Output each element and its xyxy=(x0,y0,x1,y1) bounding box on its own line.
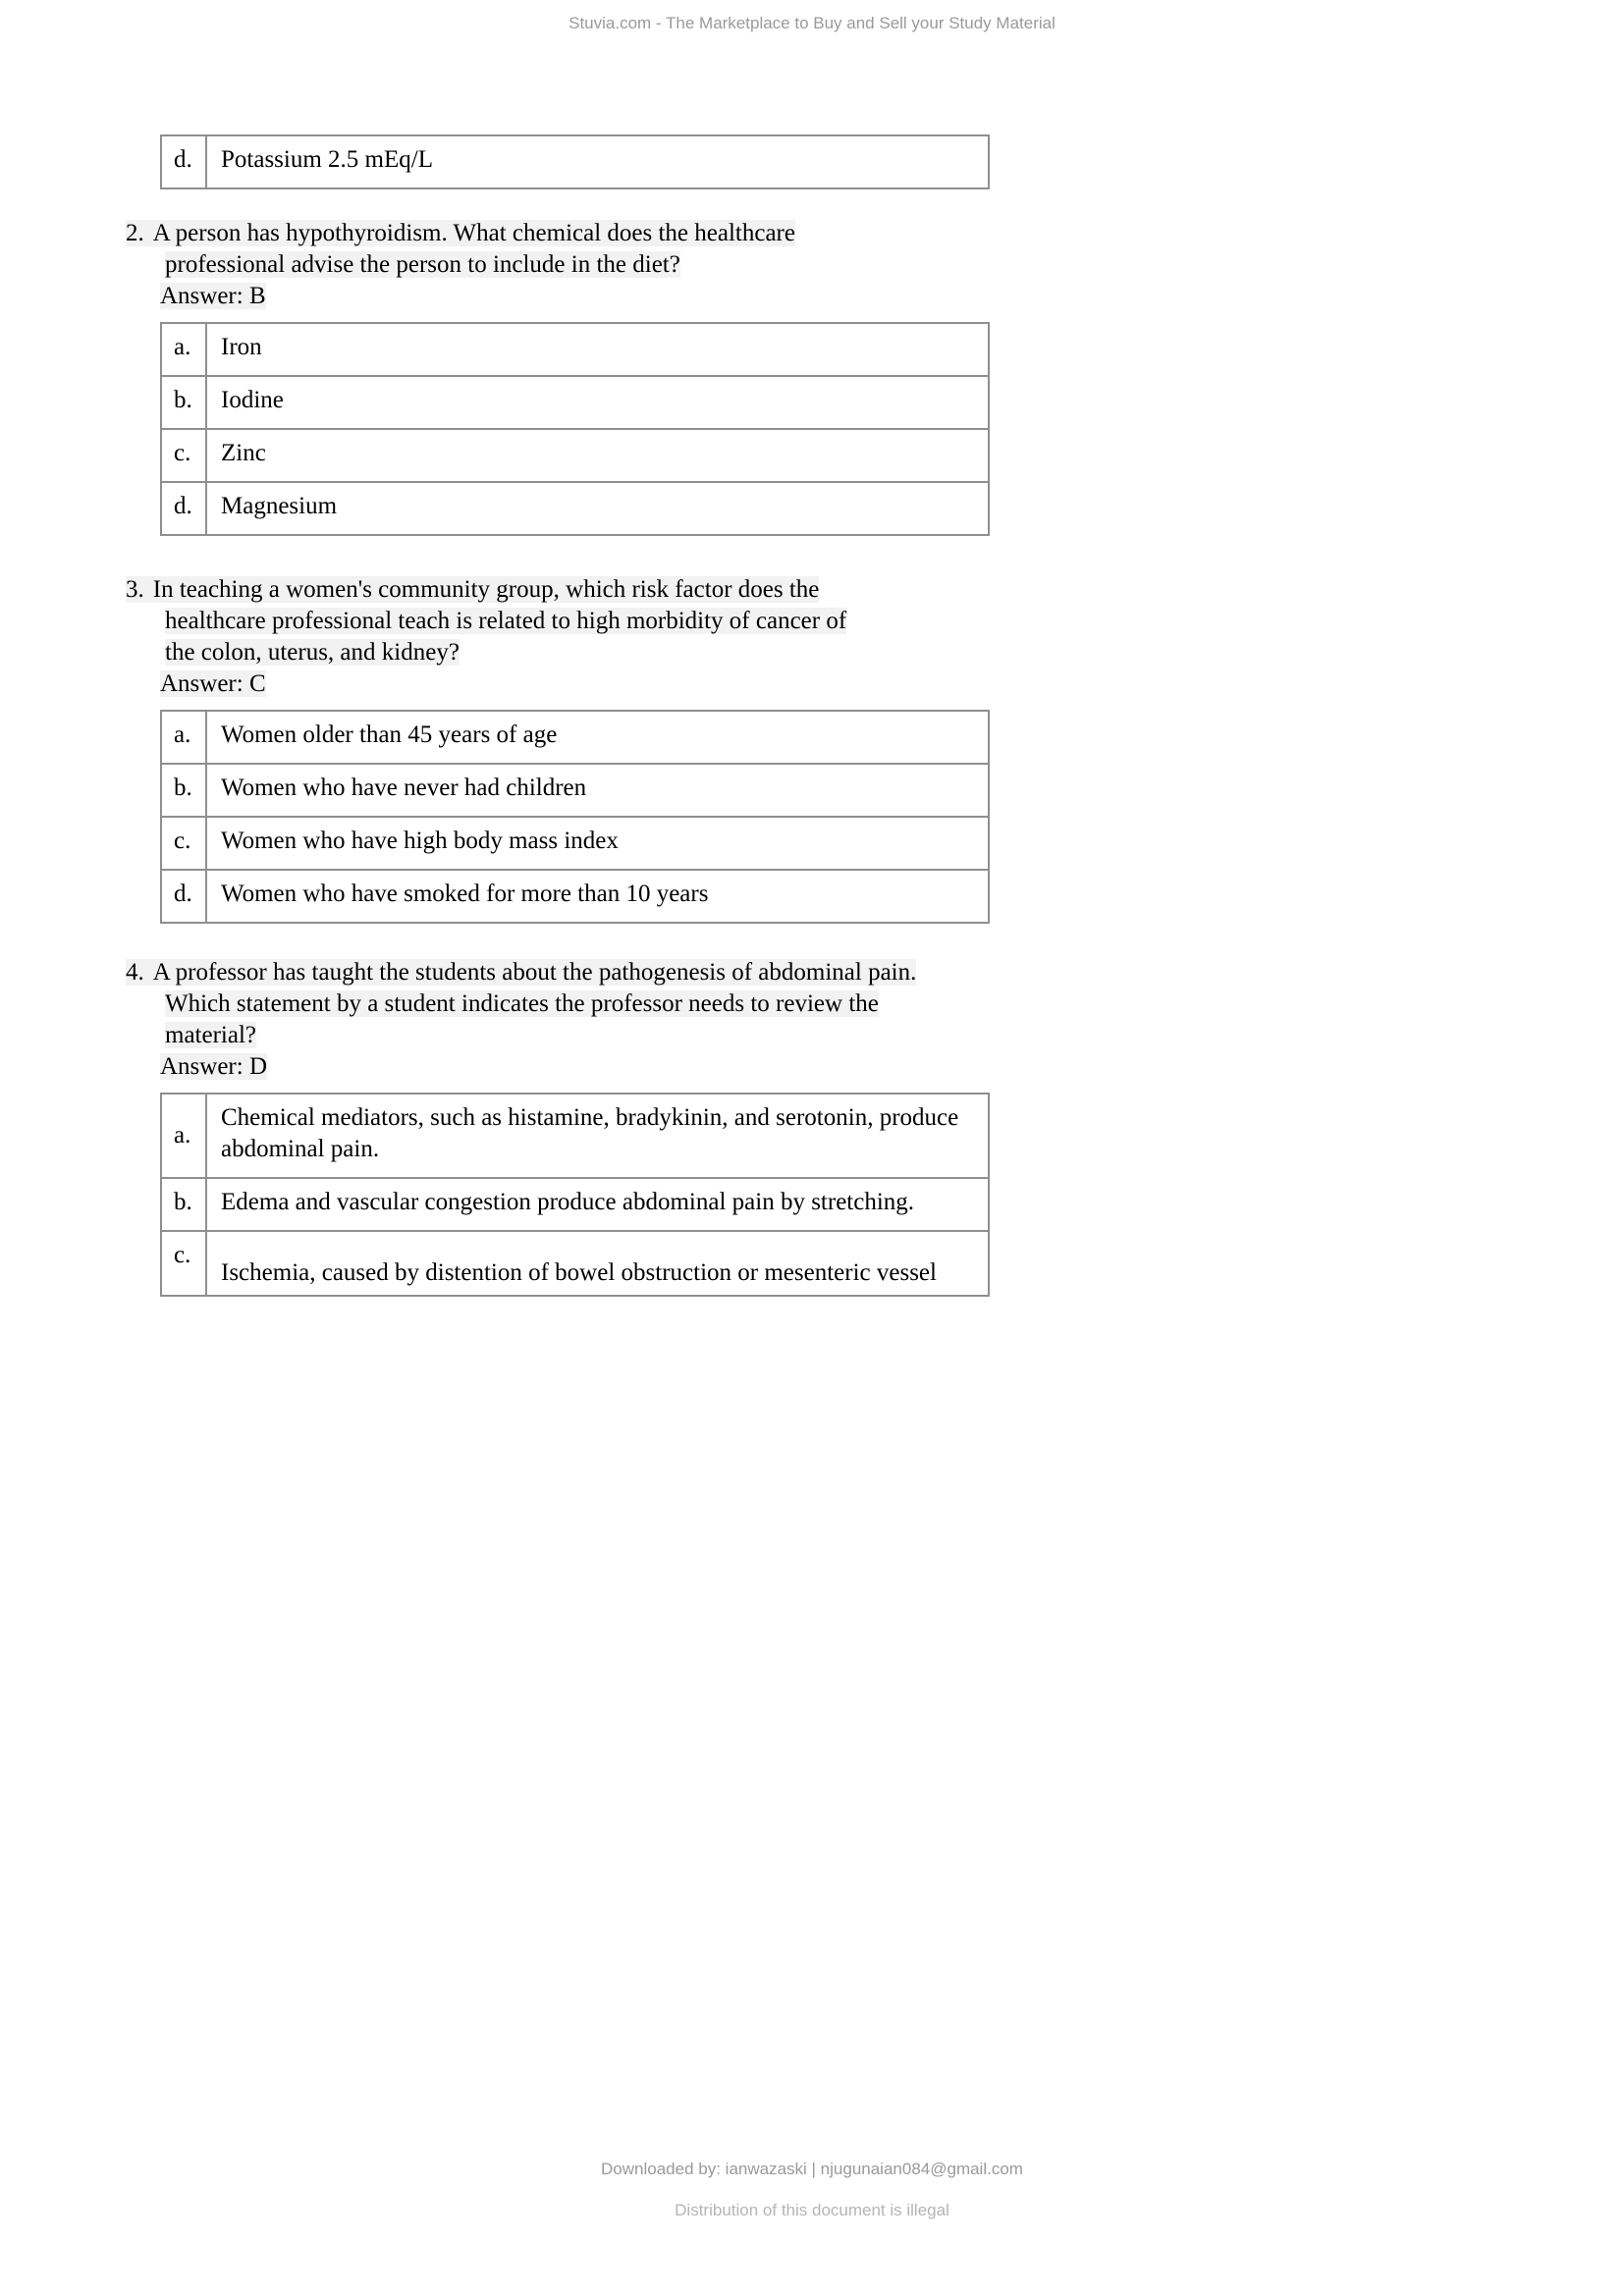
table-row xyxy=(161,376,989,429)
question-number: 4. xyxy=(126,959,144,986)
question-line xyxy=(165,606,1039,637)
question-text: the colon, uterus, and kidney? xyxy=(165,639,460,666)
option-letter: b. xyxy=(161,376,206,429)
option-letter: c. xyxy=(161,429,206,482)
carryover-answer-table xyxy=(160,134,990,189)
option-text: Iodine xyxy=(206,376,989,429)
option-letter: a. xyxy=(161,323,206,376)
table-row xyxy=(161,817,989,870)
option-text: Zinc xyxy=(206,429,989,482)
question-line xyxy=(126,957,1039,988)
option-letter: c. xyxy=(161,817,206,870)
table-row xyxy=(161,482,989,535)
option-letter: d. xyxy=(161,870,206,923)
table-row xyxy=(161,323,989,376)
question-block-4 xyxy=(126,957,1039,1297)
option-letter: d. xyxy=(161,135,206,188)
option-text: Women who have high body mass index xyxy=(206,817,989,870)
page-header-watermark: Stuvia.com - The Marketplace to Buy and Sell your Study Material xyxy=(568,14,1056,32)
option-text: Chemical mediators, such as histamine, bradykinin, and serotonin, produce abdominal pain. xyxy=(206,1094,989,1178)
question-block-3 xyxy=(126,574,1039,924)
option-text: Women older than 45 years of age xyxy=(206,711,989,764)
option-text: Potassium 2.5 mEq/L xyxy=(206,135,989,188)
question-line xyxy=(126,218,1039,249)
question-text: professional advise the person to include in the diet? xyxy=(165,251,680,278)
option-text: Edema and vascular congestion produce abdominal pain by stretching. xyxy=(206,1178,989,1231)
option-letter: b. xyxy=(161,764,206,817)
table-row xyxy=(161,429,989,482)
table-row xyxy=(161,135,989,188)
option-letter: a. xyxy=(161,711,206,764)
question-block-2 xyxy=(126,218,1039,536)
question-line xyxy=(165,249,1039,281)
options-table xyxy=(160,710,990,924)
question-text: healthcare professional teach is related to high morbidity of cancer of xyxy=(165,608,847,634)
option-text: Magnesium xyxy=(206,482,989,535)
option-letter: d. xyxy=(161,482,206,535)
question-text: A professor has taught the students about the pathogenesis of abdominal pain. xyxy=(152,959,917,986)
table-row xyxy=(161,870,989,923)
table-row xyxy=(161,764,989,817)
option-text: Iron xyxy=(206,323,989,376)
question-text: A person has hypothyroidism. What chemical does the healthcare xyxy=(152,220,795,246)
question-number: 2. xyxy=(126,220,144,246)
question-line xyxy=(126,574,1039,606)
options-table xyxy=(160,1093,990,1297)
table-row xyxy=(161,711,989,764)
footer-downloaded-by: Downloaded by: ianwazaski | njugunaian084@gmail.com xyxy=(601,2160,1023,2178)
footer-distribution-notice: Distribution of this document is illegal xyxy=(675,2201,949,2219)
answer-line: Answer: C xyxy=(160,670,266,697)
table-row xyxy=(161,1231,989,1296)
question-text: Which statement by a student indicates the professor needs to review the xyxy=(165,990,879,1017)
option-text: Women who have never had children xyxy=(206,764,989,817)
question-text: In teaching a women's community group, which risk factor does the xyxy=(152,576,820,603)
option-text: Ischemia, caused by distention of bowel obstruction or mesenteric vessel xyxy=(206,1231,989,1296)
question-line xyxy=(165,637,1039,668)
question-text: material? xyxy=(165,1022,256,1048)
option-letter: c. xyxy=(161,1231,206,1296)
table-row xyxy=(161,1178,989,1231)
options-table xyxy=(160,322,990,536)
option-text: Women who have smoked for more than 10 years xyxy=(206,870,989,923)
option-letter: a. xyxy=(161,1094,206,1178)
answer-line: Answer: B xyxy=(160,283,266,309)
option-letter: b. xyxy=(161,1178,206,1231)
table-row xyxy=(161,1094,989,1178)
answer-line: Answer: D xyxy=(160,1053,268,1080)
question-line xyxy=(165,1020,1039,1051)
question-number: 3. xyxy=(126,576,144,603)
question-line xyxy=(165,988,1039,1020)
